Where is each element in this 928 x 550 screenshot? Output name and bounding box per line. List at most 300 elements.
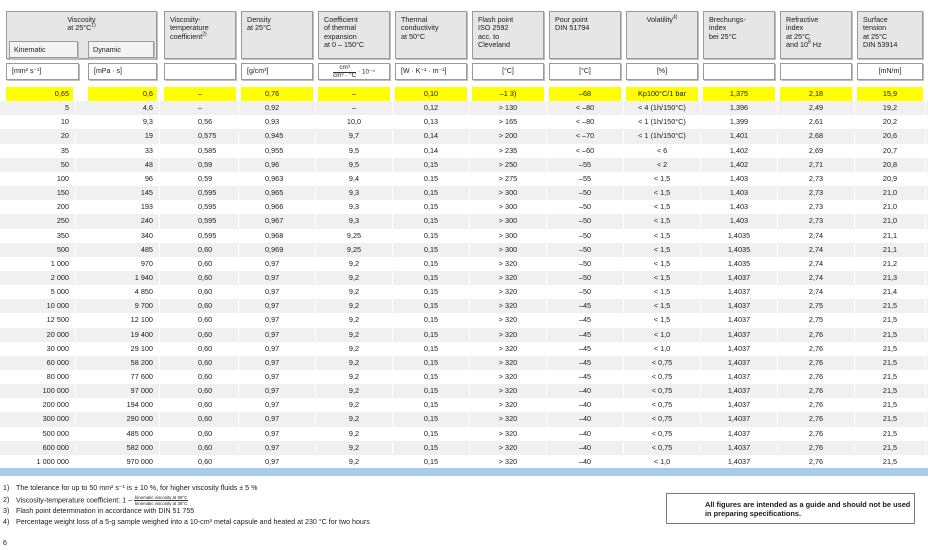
cell-flash-point: > 300	[498, 216, 518, 226]
cell-brechungsindex: 1,4037	[727, 287, 751, 297]
cell-kinematic: 12 500	[46, 315, 69, 325]
cell-thermal-conductivity: 0,15	[423, 188, 439, 198]
cell-dynamic: 4 850	[134, 287, 153, 297]
footnote-3: 3) Flash point determination in accordance with DIN 51 755	[3, 507, 195, 515]
cell-vtc: 0,60	[198, 258, 213, 268]
table-row	[0, 172, 928, 186]
cell-pour-point: –45	[578, 372, 592, 381]
cell-vtc: 0,595	[198, 202, 217, 212]
unit-cte: $\frac{\text{cm³}}{\text{cm³ · °C}}$ · 10⁻⁴	[318, 63, 390, 80]
cell-pour-point: < –80	[575, 103, 595, 113]
cell-thermal-conductivity: 0,15	[423, 301, 439, 311]
cell-kinematic: 35	[60, 145, 69, 155]
cell-surface-tension: 21,0	[882, 202, 898, 212]
cell-flash-point: > 300	[498, 230, 518, 240]
page-number: 6	[3, 540, 7, 547]
cell-volatility: < 0,75	[651, 372, 673, 381]
cell-kinematic: 300 000	[42, 414, 69, 424]
cell-vtc: 0,595	[198, 188, 217, 198]
table-row	[0, 285, 928, 299]
cell-kinematic: 250	[56, 216, 69, 226]
cell-density: 0,97	[265, 357, 280, 367]
cell-thermal-conductivity: 0,15	[423, 272, 439, 282]
header-density: Density at 25°C	[241, 11, 313, 59]
cell-refractive-index: 2,76	[808, 456, 824, 466]
cell-surface-tension: 21,2	[882, 258, 898, 268]
cell-cte: 9,25	[346, 244, 362, 254]
cell-density: 0,97	[265, 456, 280, 466]
cell-cte: 9,7	[348, 131, 360, 141]
table-row	[0, 200, 928, 214]
cell-cte: 9,2	[348, 329, 360, 339]
cell-kinematic: 200 000	[42, 400, 69, 410]
cell-dynamic: 290 000	[126, 414, 153, 424]
cell-refractive-index: 2,74	[808, 258, 824, 268]
cell-brechungsindex: 1,375	[703, 87, 775, 101]
cell-surface-tension: 20,6	[882, 131, 898, 141]
cell-pour-point: –45	[578, 343, 592, 353]
cell-volatility: < 1,0	[653, 343, 671, 353]
cell-brechungsindex: 1,401	[729, 131, 749, 141]
cell-refractive-index: 2,73	[808, 202, 824, 212]
cell-surface-tension: 21,0	[882, 188, 898, 198]
cell-kinematic: 5	[64, 103, 69, 113]
header-thermal-conductivity: Thermal conductivity at 50°C	[395, 11, 467, 59]
cell-thermal-conductivity: 0,15	[423, 442, 439, 452]
cell-kinematic: 100	[56, 173, 69, 183]
table-row	[0, 398, 928, 412]
cell-pour-point: –50	[578, 216, 592, 226]
cell-kinematic: 10 000	[46, 301, 69, 311]
cell-brechungsindex: 1,4037	[727, 272, 751, 282]
cell-refractive-index: 2,71	[808, 159, 824, 169]
cell-kinematic: 10	[60, 117, 69, 127]
cell-density: 0,968	[265, 230, 284, 240]
table-row	[0, 229, 928, 243]
cell-vtc: 0,60	[198, 301, 213, 311]
cell-refractive-index: 2,75	[808, 301, 824, 311]
cell-cte: 9,2	[348, 357, 360, 367]
cell-flash-point: > 130	[498, 103, 518, 113]
cell-vtc: 0,585	[198, 145, 217, 155]
table-row	[0, 87, 928, 101]
table-row	[0, 313, 928, 327]
cell-surface-tension: 21,5	[882, 456, 898, 466]
table-row	[0, 384, 928, 398]
table-row	[0, 299, 928, 313]
cell-brechungsindex: 1,4037	[727, 372, 751, 381]
cell-kinematic: 30 000	[46, 343, 69, 353]
cell-surface-tension: 20,8	[882, 159, 898, 169]
table-row	[0, 101, 928, 115]
table-row	[0, 257, 928, 271]
cell-density: 0,97	[265, 272, 280, 282]
cell-cte: 9,2	[348, 400, 360, 410]
cell-brechungsindex: 1,4037	[727, 315, 751, 325]
cell-cte: 9,3	[348, 188, 360, 198]
cell-brechungsindex: 1,4037	[727, 357, 751, 367]
cell-surface-tension: 21,3	[882, 272, 898, 282]
cell-surface-tension: 15,9	[857, 87, 923, 101]
cell-kinematic: 1 000 000	[36, 456, 69, 466]
cell-surface-tension: 21,5	[882, 400, 898, 410]
cell-flash-point: > 320	[498, 414, 518, 424]
cell-kinematic: 0,65	[6, 87, 73, 101]
cell-dynamic: 485	[140, 244, 153, 254]
footnote-ref-1: 1)	[91, 22, 96, 29]
cell-kinematic: 500 000	[42, 428, 69, 438]
cell-cte: 10,0	[346, 117, 362, 127]
cell-cte: 9,3	[348, 216, 360, 226]
cell-volatility: < 1,5	[653, 202, 671, 212]
table-row	[0, 214, 928, 228]
cell-pour-point: < –60	[575, 145, 595, 155]
unit-density: [g/cm³]	[241, 63, 313, 80]
cell-refractive-index: 2,76	[808, 329, 824, 339]
cell-volatility: < 1,0	[653, 329, 671, 339]
column-separator	[315, 85, 316, 469]
cell-brechungsindex: 1,399	[729, 117, 749, 127]
cell-dynamic: 970	[140, 258, 153, 268]
cell-flash-point: –1 3)	[472, 87, 544, 101]
cell-cte: 9,2	[348, 386, 360, 396]
cell-vtc: 0,59	[198, 173, 213, 183]
cell-vtc: 0,60	[198, 343, 213, 353]
cell-kinematic: 500	[56, 244, 69, 254]
cell-pour-point: –50	[578, 258, 592, 268]
cell-flash-point: > 200	[498, 131, 518, 141]
cell-dynamic: 29 100	[130, 343, 153, 353]
cell-dynamic: 97 000	[130, 386, 153, 396]
header-viscosity-title: Viscosity	[67, 15, 96, 24]
cell-thermal-conductivity: 0,15	[423, 343, 439, 353]
cell-flash-point: > 165	[498, 117, 518, 127]
cell-flash-point: > 300	[498, 202, 518, 212]
cell-brechungsindex: 1,4035	[727, 230, 751, 240]
cell-thermal-conductivity: 0,15	[423, 329, 439, 339]
cell-flash-point: > 320	[498, 442, 518, 452]
table-row	[0, 158, 928, 172]
cell-vtc: 0,60	[198, 442, 213, 452]
cell-volatility: < 6	[656, 145, 668, 155]
cell-thermal-conductivity: 0,15	[423, 216, 439, 226]
cell-pour-point: –50	[578, 272, 592, 282]
cell-volatility: < 1,5	[653, 230, 671, 240]
cell-refractive-index: 2,76	[808, 343, 824, 353]
footnote-ref-4: 4)	[672, 14, 678, 21]
cell-cte: 9,25	[346, 230, 362, 240]
cell-volatility: < 1,5	[653, 258, 671, 268]
unit-brechungsindex	[703, 63, 775, 80]
cell-volatility: < 1 (1h/150°C)	[638, 117, 686, 127]
cell-thermal-conductivity: 0,14	[423, 131, 439, 141]
cell-cte: 9,4	[348, 173, 360, 183]
cell-volatility: < 2	[656, 159, 668, 169]
cell-refractive-index: 2,76	[808, 386, 824, 396]
cell-refractive-index: 2,76	[808, 414, 824, 424]
cell-pour-point: < –80	[575, 117, 595, 127]
cell-density: 0,97	[265, 343, 280, 353]
cell-brechungsindex: 1,403	[729, 216, 749, 226]
cell-flash-point: > 320	[498, 357, 518, 367]
cell-surface-tension: 21,5	[882, 315, 898, 325]
cell-surface-tension: 21,5	[882, 343, 898, 353]
cell-volatility: < 0,75	[651, 428, 673, 438]
cell-volatility: < 1,5	[653, 173, 671, 183]
cell-dynamic: 194 000	[126, 400, 153, 410]
cell-vtc: 0,575	[198, 131, 217, 141]
cell-surface-tension: 21,5	[882, 372, 898, 381]
unit-refractive-index	[780, 63, 852, 80]
cell-dynamic: 58 200	[130, 357, 153, 367]
cell-flash-point: > 320	[498, 372, 518, 381]
header-refractive-index: Refractive index at 25°C and $10^8$ Hz	[780, 11, 852, 59]
cell-refractive-index: 2,68	[808, 131, 824, 141]
cell-pour-point: –45	[578, 315, 592, 325]
cell-brechungsindex: 1,4037	[727, 343, 751, 353]
cell-vtc: 0,56	[198, 117, 213, 127]
cell-density: 0,93	[265, 117, 280, 127]
cell-dynamic: 485 000	[126, 428, 153, 438]
cell-surface-tension: 21,1	[882, 244, 898, 254]
cell-brechungsindex: 1,402	[729, 145, 749, 155]
unit-kinematic: [mm² s⁻¹]	[6, 63, 79, 80]
cell-brechungsindex: 1,4037	[727, 442, 751, 452]
cell-dynamic: 19 400	[130, 329, 153, 339]
cell-brechungsindex: 1,4037	[727, 400, 751, 410]
cell-thermal-conductivity: 0,15	[423, 456, 439, 466]
cell-surface-tension: 19,2	[882, 103, 898, 113]
table-row	[0, 115, 928, 129]
cell-dynamic: 582 000	[126, 442, 153, 452]
cell-kinematic: 100 000	[42, 386, 69, 396]
cell-surface-tension: 21,5	[882, 386, 898, 396]
cell-vtc: 0,60	[198, 428, 213, 438]
cell-cte: 9,3	[348, 202, 360, 212]
cell-kinematic: 600 000	[42, 442, 69, 452]
cell-kinematic: 200	[56, 202, 69, 212]
column-separator	[546, 85, 547, 469]
unit-pour-point: [°C]	[549, 63, 621, 80]
cell-brechungsindex: 1,4037	[727, 428, 751, 438]
cell-flash-point: > 320	[498, 287, 518, 297]
cell-refractive-index: 2,74	[808, 244, 824, 254]
cell-refractive-index: 2,73	[808, 216, 824, 226]
cell-refractive-index: 2,74	[808, 230, 824, 240]
cell-brechungsindex: 1,4037	[727, 301, 751, 311]
cell-volatility: < 1,5	[653, 244, 671, 254]
cell-volatility: < 1,5	[653, 287, 671, 297]
table-row	[0, 356, 928, 370]
cell-cte: 9,2	[348, 272, 360, 282]
cell-volatility: < 1,5	[653, 216, 671, 226]
cell-density: 0,97	[265, 442, 280, 452]
unit-flash-point: [°C]	[472, 63, 544, 80]
cell-refractive-index: 2,73	[808, 188, 824, 198]
cell-flash-point: > 320	[498, 400, 518, 410]
cell-density: 0,965	[265, 188, 284, 198]
cell-brechungsindex: 1,402	[729, 159, 749, 169]
cell-refractive-index: 2,61	[808, 117, 824, 127]
cell-kinematic: 350	[56, 230, 69, 240]
cell-pour-point: –40	[578, 428, 592, 438]
cell-cte: 9,2	[348, 372, 360, 381]
cell-refractive-index: 2,74	[808, 287, 824, 297]
cell-dynamic: 12 100	[130, 315, 153, 325]
column-separator	[238, 85, 239, 469]
cell-thermal-conductivity: 0,15	[423, 315, 439, 325]
cell-density: 0,92	[265, 103, 280, 113]
cell-pour-point: –50	[578, 230, 592, 240]
cell-thermal-conductivity: 0,15	[423, 159, 439, 169]
cell-refractive-index: 2,73	[808, 173, 824, 183]
cell-density: 0,97	[265, 386, 280, 396]
cell-dynamic: 970 000	[126, 456, 153, 466]
cell-dynamic: 1 940	[134, 272, 153, 282]
cell-surface-tension: 21,1	[882, 230, 898, 240]
cell-flash-point: > 320	[498, 329, 518, 339]
cell-cte: 9,2	[348, 442, 360, 452]
cell-cte: 9,2	[348, 287, 360, 297]
cell-flash-point: > 320	[498, 456, 518, 466]
cell-vtc: 0,60	[198, 272, 213, 282]
cell-volatility: < 1,0	[653, 456, 671, 466]
cell-flash-point: > 320	[498, 343, 518, 353]
cell-flash-point: > 275	[498, 173, 518, 183]
cell-vtc: 0,60	[198, 456, 213, 466]
cell-pour-point: –40	[578, 456, 592, 466]
cell-surface-tension: 21,0	[882, 216, 898, 226]
footnote-4: 4) Percentage weight loss of a 5-g sample weighed into a 10-cm³ metal capsule and heated at 230 °C for two hours	[3, 518, 370, 526]
cell-thermal-conductivity: 0,15	[423, 202, 439, 212]
cell-dynamic: 4,6	[142, 103, 153, 113]
cell-dynamic: 19	[144, 131, 153, 141]
cell-flash-point: > 320	[498, 386, 518, 396]
column-separator	[700, 85, 701, 469]
cell-cte: 9,2	[348, 414, 360, 424]
table-row	[0, 144, 928, 158]
cell-volatility: < 0,75	[651, 386, 673, 396]
cell-pour-point: –45	[578, 329, 592, 339]
cell-brechungsindex: 1,4037	[727, 386, 751, 396]
cell-brechungsindex: 1,4035	[727, 244, 751, 254]
cell-pour-point: –40	[578, 386, 592, 396]
column-separator	[159, 85, 160, 469]
cell-flash-point: > 320	[498, 272, 518, 282]
cell-flash-point: > 300	[498, 244, 518, 254]
cell-pour-point: –45	[578, 357, 592, 367]
cell-refractive-index: 2,18	[780, 87, 852, 101]
cell-dynamic: 96	[144, 173, 153, 183]
cell-cte: 9,2	[348, 343, 360, 353]
cell-density: 0,97	[265, 400, 280, 410]
cell-density: 0,97	[265, 301, 280, 311]
table-row	[0, 328, 928, 342]
cell-brechungsindex: 1,403	[729, 188, 749, 198]
cell-kinematic: 80 000	[46, 372, 69, 381]
cell-brechungsindex: 1,403	[729, 173, 749, 183]
unit-volatility: [%]	[626, 63, 698, 80]
cell-vtc: 0,60	[198, 287, 213, 297]
cell-flash-point: > 320	[498, 428, 518, 438]
cell-volatility: < 1,5	[653, 272, 671, 282]
cell-thermal-conductivity: 0,15	[423, 357, 439, 367]
subheader-dynamic: Dynamic	[88, 41, 154, 58]
cell-surface-tension: 20,7	[882, 145, 898, 155]
column-separator	[469, 85, 470, 469]
cell-kinematic: 2 000	[50, 272, 69, 282]
cell-volatility: < 1 (1h/150°C)	[638, 131, 686, 141]
cell-brechungsindex: 1,4035	[727, 258, 751, 268]
column-separator	[75, 85, 76, 469]
cell-surface-tension: 20,2	[882, 117, 898, 127]
cell-dynamic: 240	[140, 216, 153, 226]
cell-refractive-index: 2,76	[808, 442, 824, 452]
cell-brechungsindex: 1,4037	[727, 414, 751, 424]
cell-brechungsindex: 1,4037	[727, 329, 751, 339]
column-separator	[392, 85, 393, 469]
unit-surface-tension: [mN/m]	[857, 63, 923, 80]
cell-dynamic: 145	[140, 188, 153, 198]
cell-refractive-index: 2,76	[808, 428, 824, 438]
table-row	[0, 370, 928, 384]
header-brechungsindex: Brechungs- index bei 25°C	[703, 11, 775, 59]
cell-surface-tension: 21,5	[882, 442, 898, 452]
cell-density: 0,97	[265, 258, 280, 268]
cell-cte: 9,2	[348, 428, 360, 438]
column-separator	[854, 85, 855, 469]
cell-density: 0,97	[265, 315, 280, 325]
cell-dynamic: 193	[140, 202, 153, 212]
cell-thermal-conductivity: 0,15	[423, 244, 439, 254]
cell-refractive-index: 2,76	[808, 400, 824, 410]
cell-thermal-conductivity: 0,15	[423, 230, 439, 240]
cell-vtc: 0,60	[198, 357, 213, 367]
cell-dynamic: 9 700	[134, 301, 153, 311]
cell-vtc: 0,595	[198, 230, 217, 240]
cell-thermal-conductivity: 0,14	[423, 145, 439, 155]
table-row	[0, 243, 928, 257]
table-row	[0, 186, 928, 200]
cell-pour-point: –45	[578, 301, 592, 311]
cell-density: 0,967	[265, 216, 284, 226]
cell-dynamic: 77 600	[130, 372, 153, 381]
cell-kinematic: 5 000	[50, 287, 69, 297]
table-row	[0, 412, 928, 426]
cell-surface-tension: 21,5	[882, 428, 898, 438]
table-row	[0, 455, 928, 469]
cell-cte: 9,2	[348, 301, 360, 311]
cell-refractive-index: 2,74	[808, 272, 824, 282]
cell-thermal-conductivity: 0,15	[423, 386, 439, 396]
cell-kinematic: 150	[56, 188, 69, 198]
cell-refractive-index: 2,69	[808, 145, 824, 155]
cell-density: 0,97	[265, 287, 280, 297]
cell-thermal-conductivity: 0,15	[423, 372, 439, 381]
cell-thermal-conductivity: 0,15	[423, 173, 439, 183]
cell-vtc: 0,60	[198, 372, 213, 381]
cell-kinematic: 50	[60, 159, 69, 169]
cell-refractive-index: 2,76	[808, 372, 824, 381]
cell-density: 0,96	[265, 159, 280, 169]
footnote-2: 2) Viscosity-temperature coefficient: 1 – $\frac{\text{kinematic viscosity at 99°C}}{\text{kinematic viscosity at 38°C}}$	[3, 495, 188, 506]
cell-density: 0,966	[265, 202, 284, 212]
unit-vtc	[164, 63, 236, 80]
cell-refractive-index: 2,76	[808, 357, 824, 367]
cell-flash-point: > 235	[498, 145, 518, 155]
cell-cte: 9,2	[348, 456, 360, 466]
cell-flash-point: > 250	[498, 159, 518, 169]
